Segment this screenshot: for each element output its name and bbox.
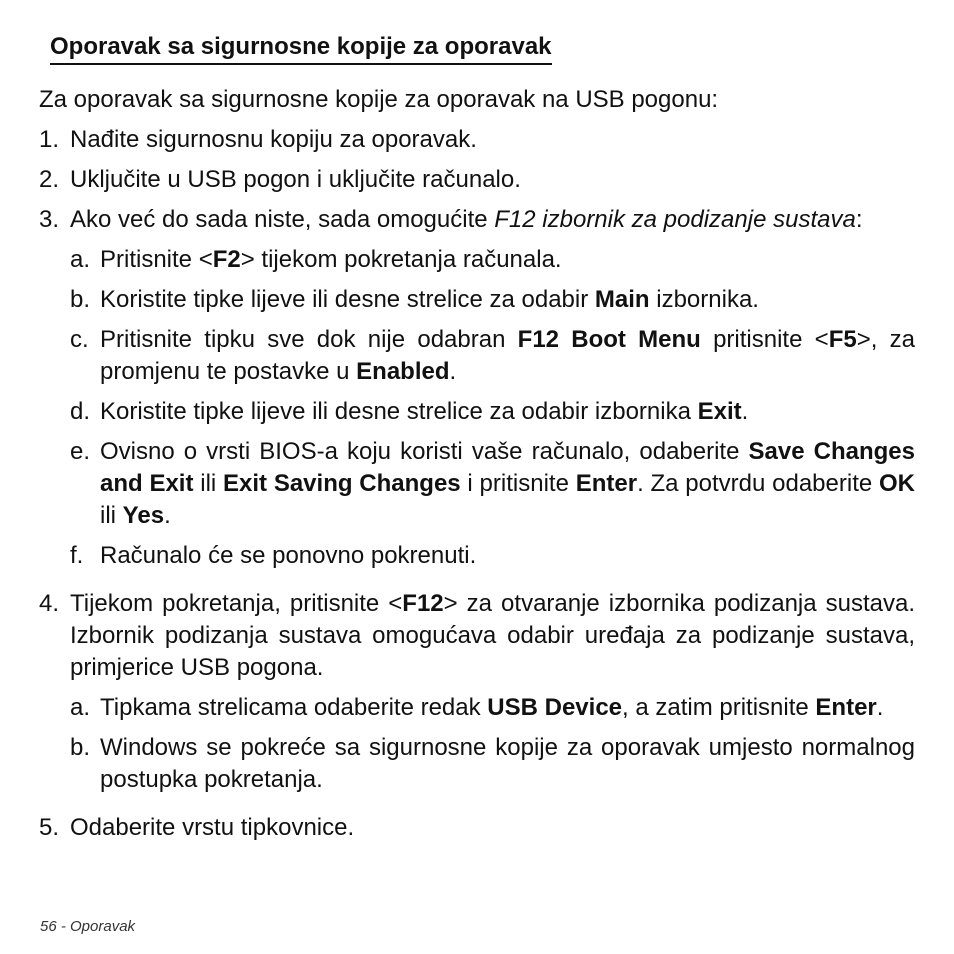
substep-letter: d.	[70, 398, 91, 425]
step-number: 4.	[39, 590, 60, 617]
substep-text: Tipkama strelicama odaberite redak USB Device, a zatim pritisnite Enter.	[100, 694, 884, 721]
step-text	[70, 204, 915, 236]
step-body	[70, 588, 915, 804]
substep-e	[70, 436, 915, 532]
substep-text: Windows se pokreće sa sigurnosne kopije za oporavak umjesto normalnog postupka pokretanja.	[100, 734, 915, 793]
option-name: Exit Saving Changes	[223, 470, 461, 497]
substep-letter: a.	[70, 246, 91, 273]
text-run: Ako već do sada niste, sada omogućite	[70, 206, 495, 233]
substep-b	[70, 732, 915, 796]
key-name: Enter	[575, 470, 638, 497]
substep-text: Računalo će se ponovno pokrenuti.	[100, 542, 477, 569]
key-name: Enter	[815, 694, 877, 721]
step-number: 1.	[39, 126, 60, 153]
substep-f	[70, 540, 915, 572]
step-4	[39, 588, 915, 804]
step-3	[39, 204, 915, 580]
substep-a	[70, 692, 915, 724]
step-number: 3.	[39, 206, 60, 233]
menu-name: F12 Boot Menu	[517, 326, 701, 353]
option-name: Yes	[122, 502, 165, 529]
option-name: Save Changes and Exit	[100, 438, 915, 497]
key-name: F2	[212, 246, 241, 273]
substep-letter: e.	[70, 438, 91, 465]
intro-text: Za oporavak sa sigurnosne kopije za oporavak na USB pogonu:	[39, 86, 719, 113]
substep-text: Pritisnite <F2> tijekom pokretanja računala.	[100, 246, 562, 273]
substep-letter: b.	[70, 734, 91, 761]
key-name: F5	[828, 326, 857, 353]
text-run: :	[855, 206, 863, 233]
substep-letter: a.	[70, 694, 91, 721]
substep-text: Pritisnite tipku sve dok nije odabran F12 Boot Menu pritisnite <F5>, za promjenu te postavke u Enabled.	[100, 326, 915, 385]
substep-text: Koristite tipke lijeve ili desne strelice za odabir izbornika Exit.	[100, 398, 749, 425]
step-5	[39, 812, 915, 844]
page-footer: 56 - Oporavak	[40, 918, 136, 935]
menu-name: Main	[594, 286, 650, 313]
setting-value: Enabled	[356, 358, 450, 385]
page-title: Oporavak sa sigurnosne kopije za oporavak	[50, 32, 552, 65]
substep-letter: c.	[70, 326, 89, 353]
emphasis-text: F12 izbornik za podizanje sustava	[494, 206, 856, 233]
step-text: Tijekom pokretanja, pritisnite <F12> za otvaranje izbornika podizanja sustava. Izbornik podizanja sustava omogućava odabir uređaja za podizanje sustava, primjerice USB pogona.	[70, 590, 915, 681]
substep-a	[70, 244, 915, 276]
substep-letter: f.	[70, 542, 84, 569]
substeps-list	[70, 692, 915, 796]
step-text: Nađite sigurnosnu kopiju za oporavak.	[70, 126, 477, 153]
step-2	[39, 164, 915, 196]
substep-c	[70, 324, 915, 388]
option-name: OK	[879, 470, 915, 497]
step-body	[70, 204, 915, 580]
menu-name: Exit	[697, 398, 742, 425]
key-name: F12	[402, 590, 444, 617]
substep-text: Koristite tipke lijeve ili desne strelice za odabir Main izbornika.	[100, 286, 759, 313]
substep-text: Ovisno o vrsti BIOS-a koju koristi vaše računalo, odaberite Save Changes and Exit ili Exit Saving Changes i pritisnite Enter. Za potvrdu odaberite OK ili Yes.	[100, 438, 915, 529]
steps-list	[39, 124, 915, 852]
step-text: Uključite u USB pogon i uključite računalo.	[70, 166, 521, 193]
step-1	[39, 124, 915, 156]
substep-letter: b.	[70, 286, 91, 313]
step-text: Odaberite vrstu tipkovnice.	[70, 814, 355, 841]
substeps-list	[70, 244, 915, 572]
option-name: USB Device	[487, 694, 623, 721]
substep-b	[70, 284, 915, 316]
step-number: 2.	[39, 166, 60, 193]
substep-d	[70, 396, 915, 428]
step-number: 5.	[39, 814, 60, 841]
